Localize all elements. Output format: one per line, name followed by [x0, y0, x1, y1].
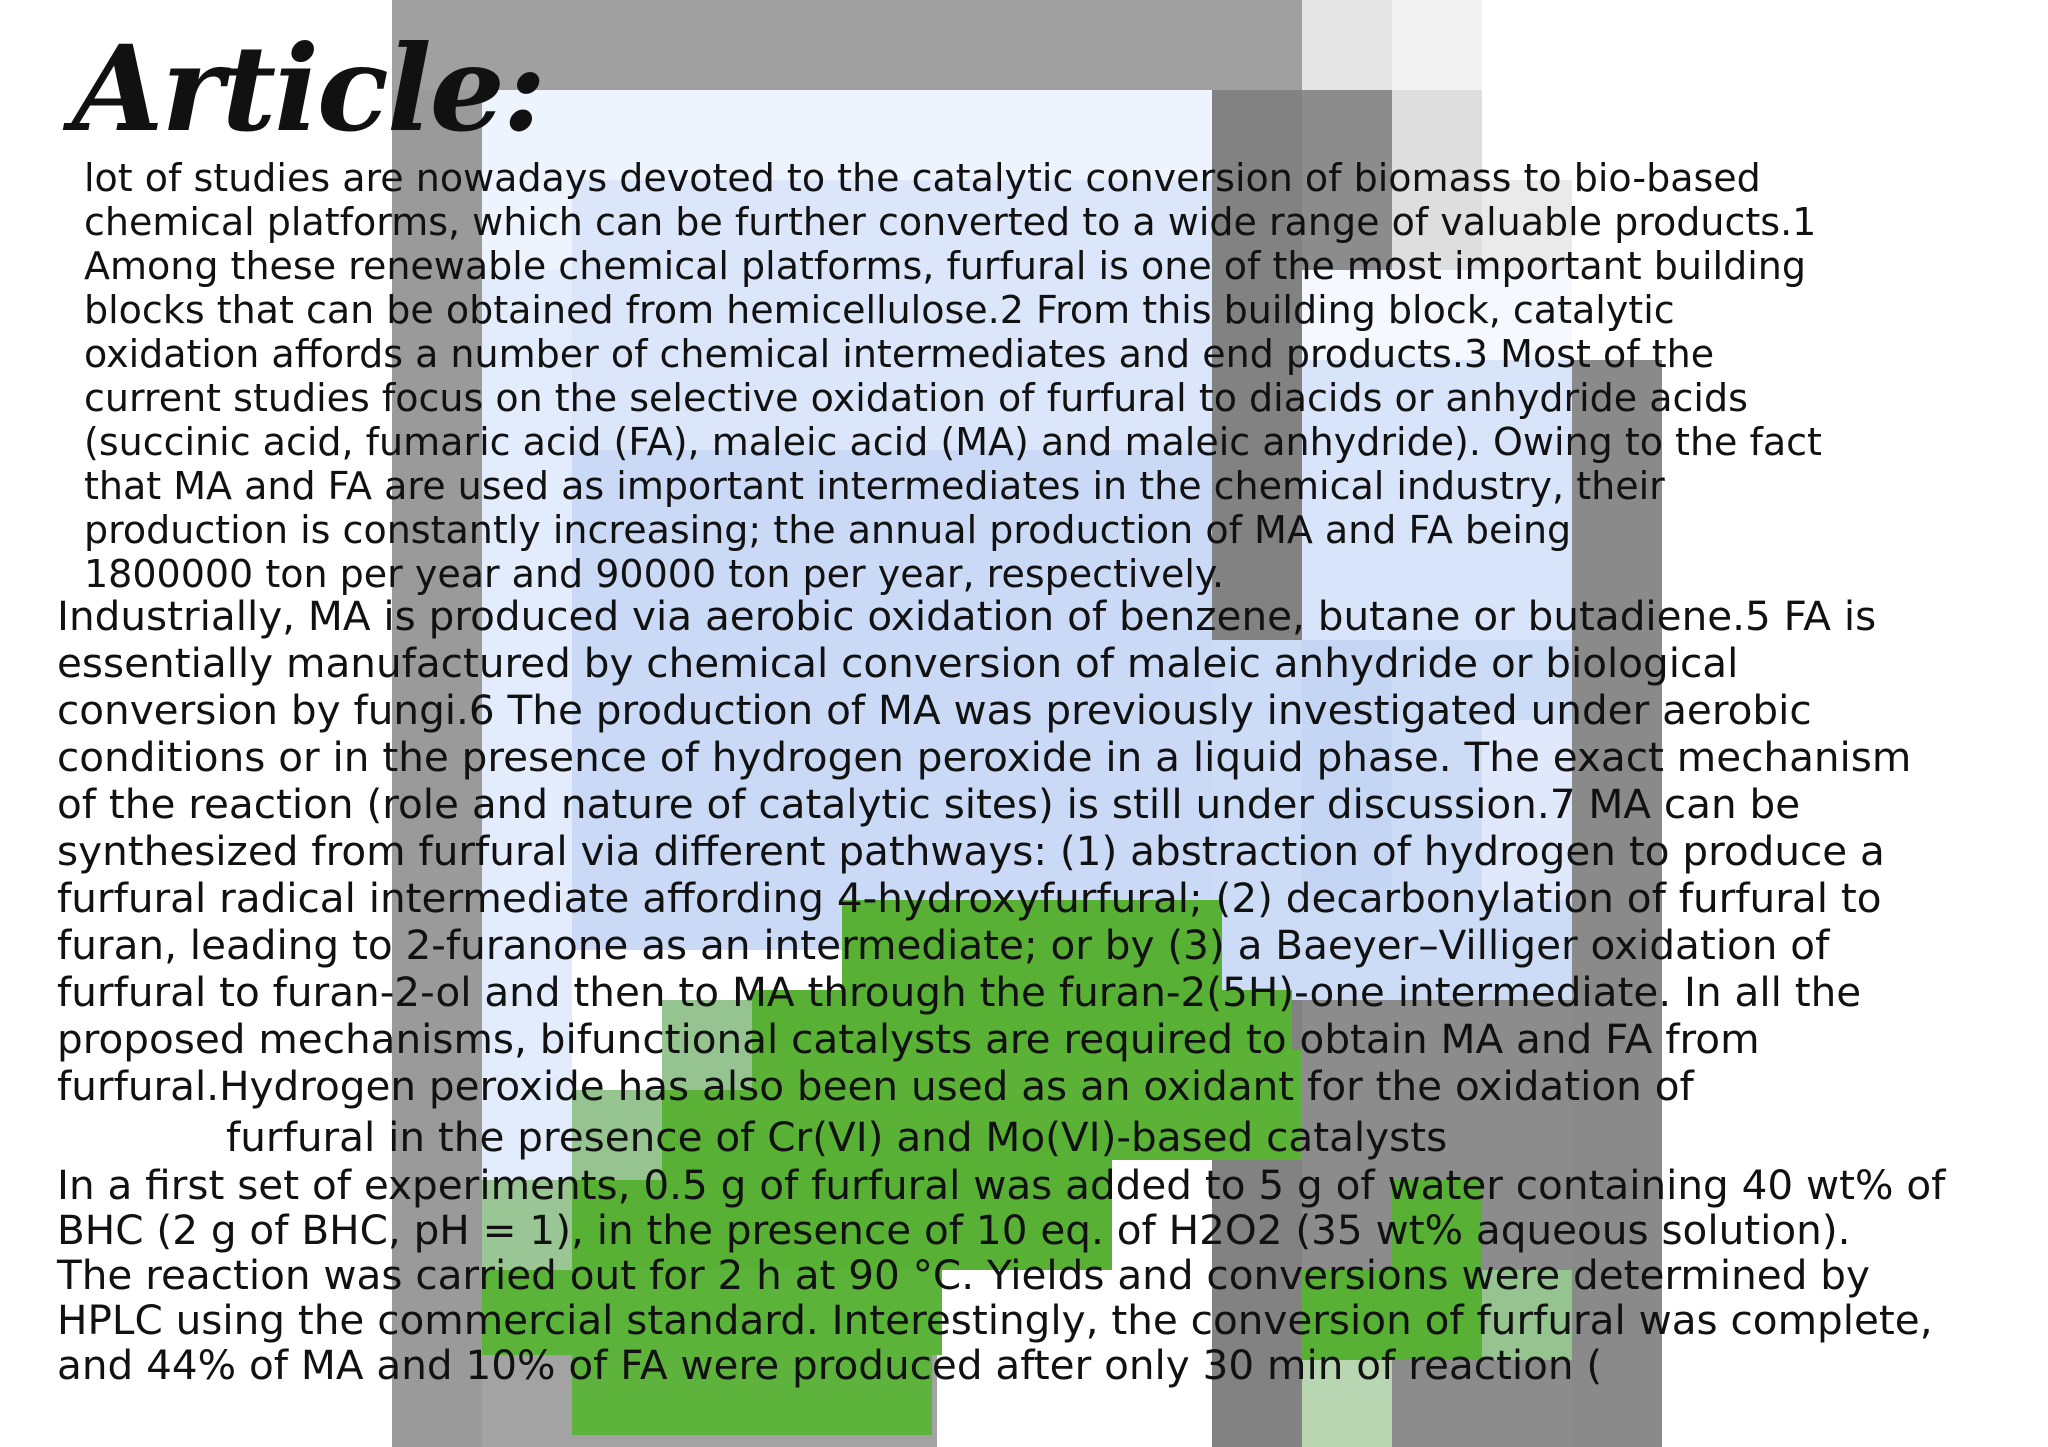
text-line: Among these renewable chemical platforms, furfural is one of the most important building [84, 244, 1806, 288]
text-line: The reaction was carried out for 2 h at 90 °C. Yields and conversions were determined by [57, 1251, 1870, 1299]
text-line: oxidation affords a number of chemical intermediates and end products.3 Most of the [84, 332, 1715, 376]
experiment-paragraph [57, 1163, 1945, 1388]
text-line: proposed mechanisms, bifunctional catalysts are required to obtain MA and FA from [57, 1015, 1760, 1063]
text-line: of the reaction (role and nature of catalytic sites) is still under discussion.7 MA can be [57, 780, 1801, 828]
text-line: essentially manufactured by chemical conversion of maleic anhydride or biological [57, 639, 1739, 687]
text-line: BHC (2 g of BHC, pH = 1), in the presence of 10 eq. of H2O2 (35 wt% aqueous solution). [57, 1206, 1851, 1254]
text-line: furfural.Hydrogen peroxide has also been used as an oxidant for the oxidation of [57, 1062, 1694, 1110]
text-line: lot of studies are nowadays devoted to the catalytic conversion of biomass to bio-based [84, 156, 1761, 200]
text-line: furan, leading to 2-furanone as an intermediate; or by (3) a Baeyer–Villiger oxidation of [57, 921, 1830, 969]
text-line: and 44% of MA and 10% of FA were produced after only 30 min of reaction ( [57, 1341, 1603, 1389]
text-line: conditions or in the presence of hydrogen peroxide in a liquid phase. The exact mechanism [57, 733, 1912, 781]
text-line: In a first set of experiments, 0.5 g of furfural was added to 5 g of water containing 40 wt% of [57, 1161, 1946, 1209]
text-line: furfural radical intermediate affording 4-hydroxyfurfural; (2) decarbonylation of furfural to [57, 874, 1882, 922]
text-line: synthesized from furfural via different pathways: (1) abstraction of hydrogen to produce a [57, 827, 1885, 875]
text-line: Industrially, MA is produced via aerobic oxidation of benzene, butane or butadiene.5 FA is [57, 592, 1877, 640]
text-line: HPLC using the commercial standard. Interestingly, the conversion of furfural was complete, [57, 1296, 1933, 1344]
text-line: 1￼800￼000 ton per year and 90￼000 ton per year, respectively. [84, 552, 1225, 596]
text-line: (succinic acid, fumaric acid (FA), maleic acid (MA) and maleic anhydride). Owing to the fact [84, 420, 1822, 464]
text-line: chemical platforms, which can be further converted to a wide range of valuable products.1 [84, 200, 1817, 244]
industry-paragraph-continuation: furfural in the presence of Cr(VI) and Mo(VI)-based catalysts [226, 1113, 1448, 1161]
text-line: blocks that can be obtained from hemicellulose.2 From this building block, catalytic [84, 288, 1675, 332]
text-line: current studies focus on the selective oxidation of furfural to diacids or anhydride acids [84, 376, 1748, 420]
intro-paragraph [84, 156, 1822, 596]
text-line: production is constantly increasing; the annual production of MA and FA being [84, 508, 1572, 552]
text-line: that MA and FA are used as important intermediates in the chemical industry, their [84, 464, 1665, 508]
text-line: conversion by fungi.6 The production of MA was previously investigated under aerobic [57, 686, 1812, 734]
text-line: furfural to furan-2-ol and then to MA through the furan-2(5H)-one intermediate. In all the [57, 968, 1862, 1016]
page-title: Article: [72, 19, 545, 158]
industry-paragraph [57, 593, 1911, 1110]
